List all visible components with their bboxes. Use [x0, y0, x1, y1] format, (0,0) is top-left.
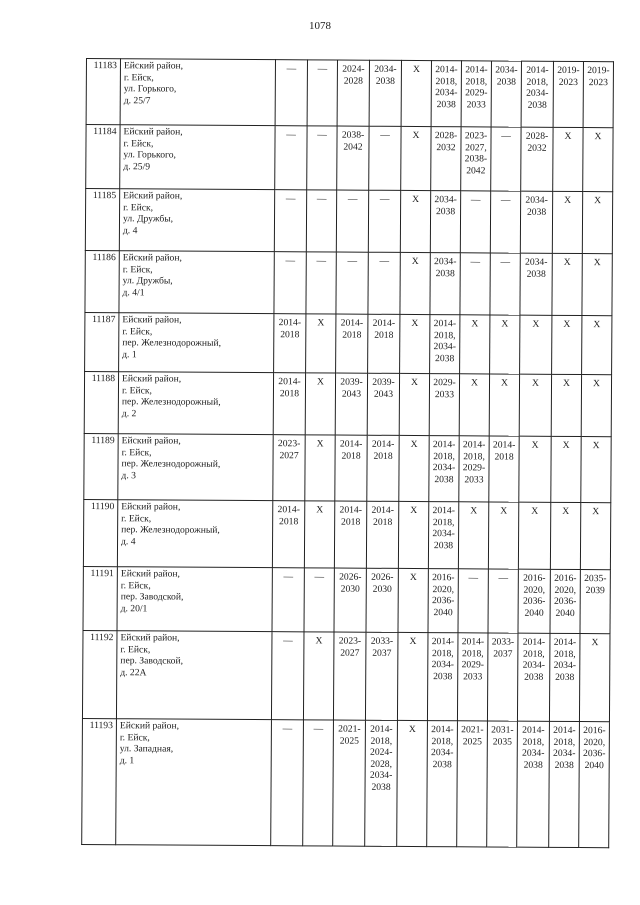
- schedule-cell: —: [307, 60, 337, 126]
- schedule-cell: X: [579, 634, 610, 722]
- schedule-cell: 2014- 2018: [272, 501, 304, 568]
- schedule-cell: X: [398, 501, 428, 568]
- table-row: [84, 433, 611, 502]
- row-number-cell: 11186: [85, 250, 119, 312]
- schedule-cell: 2035- 2039: [580, 570, 610, 634]
- schedule-cell: 2034- 2038: [430, 191, 460, 253]
- schedule-cell: X: [400, 314, 430, 373]
- schedule-cell: X: [552, 253, 582, 315]
- schedule-cell: 2014- 2018, 2034- 2038: [427, 721, 458, 847]
- schedule-cell: —: [274, 252, 306, 314]
- table-row: [82, 630, 610, 721]
- schedule-cell: —: [368, 190, 400, 252]
- schedule-cell: 2014- 2018, 2029- 2033: [461, 61, 491, 127]
- address-cell: Ейский район, г. Ейск, пер. Железнодорожный, д. 4: [117, 500, 272, 568]
- address-cell: Ейский район, г. Ейск, пер. Железнодорожный, д. 3: [118, 434, 273, 501]
- schedule-cell: 2014- 2018, 2029- 2033: [459, 436, 489, 502]
- row-number-cell: 11188: [84, 371, 118, 433]
- row-number-cell: 11189: [84, 433, 118, 499]
- schedule-cell: —: [460, 191, 490, 253]
- table-row: [84, 371, 611, 436]
- schedule-cell: 2034- 2038: [491, 61, 521, 127]
- schedule-cell: 2021- 2025: [333, 720, 366, 846]
- schedule-cell: 2014- 2018: [489, 436, 519, 502]
- schedule-cell: X: [397, 720, 428, 846]
- schedule-cell: X: [581, 375, 611, 437]
- schedule-cell: 2034- 2038: [520, 253, 552, 315]
- row-number-cell: 11193: [82, 718, 117, 844]
- schedule-cell: 2034- 2038: [430, 253, 460, 315]
- schedule-cell: X: [519, 436, 551, 502]
- schedule-cell: —: [304, 568, 334, 632]
- schedule-cell: 2014- 2018: [336, 314, 368, 373]
- schedule-cell: 2023- 2027, 2038- 2042: [461, 127, 491, 191]
- schedule-cell: 2014- 2018: [274, 314, 306, 373]
- schedule-cell: 2014- 2018: [334, 501, 366, 568]
- schedule-cell: —: [306, 190, 336, 252]
- schedule-cell: 2014- 2018, 2034- 2038: [517, 721, 550, 847]
- schedule-cell: X: [553, 127, 583, 191]
- table-row: [85, 250, 612, 315]
- row-number-cell: 11184: [86, 125, 120, 189]
- schedule-cell: X: [401, 60, 431, 126]
- schedule-cell: 2039- 2043: [335, 373, 367, 435]
- schedule-cell: 2026- 2030: [366, 568, 398, 632]
- schedule-cell: X: [400, 190, 430, 252]
- schedule-cell: X: [582, 254, 612, 316]
- schedule-cell: 2014- 2018: [273, 373, 305, 435]
- schedule-cell: 2014- 2018, 2034- 2038: [517, 633, 550, 721]
- row-number-cell: 11185: [85, 189, 119, 251]
- schedule-cell: 2038- 2042: [337, 126, 369, 190]
- row-number-cell: 11190: [83, 499, 117, 566]
- address-cell: Ейский район, г. Ейск, ул. Дружбы, д. 4: [119, 189, 274, 252]
- schedule-cell: 2014- 2018, 2024- 2028, 2034- 2038: [365, 720, 398, 846]
- address-cell: Ейский район, г. Ейск, пер. Заводской, д. 20/1: [117, 567, 272, 632]
- schedule-cell: 2014- 2018, 2034- 2038: [430, 315, 460, 374]
- schedule-cell: X: [303, 632, 334, 720]
- address-cell: Ейский район, г. Ейск, ул. Горького, д. 25/7: [120, 59, 275, 126]
- address-cell: Ейский район, г. Ейск, пер. Железнодорожный, д. 2: [118, 372, 273, 435]
- table-row: [85, 189, 612, 254]
- schedule-cell: 2016- 2020, 2036- 2040: [550, 569, 580, 633]
- row-number-cell: 11183: [86, 59, 120, 125]
- schedule-cell: 2033- 2037: [365, 632, 398, 720]
- schedule-cell: —: [275, 126, 307, 190]
- schedule-cell: 2014- 2018, 2034- 2038: [427, 633, 458, 721]
- schedule-cell: 2014- 2018: [368, 314, 400, 373]
- schedule-cell: 2023- 2027: [273, 435, 305, 501]
- schedule-cell: —: [458, 569, 488, 633]
- address-cell: Ейский район, г. Ейск, ул. Горького, д. 25/9: [120, 125, 275, 190]
- address-cell: Ейский район, г. Ейск, ул. Дружбы, д. 4/1: [119, 251, 274, 314]
- schedule-cell: 2014- 2018: [366, 501, 398, 568]
- schedule-cell: X: [580, 503, 610, 570]
- schedule-cell: X: [304, 501, 334, 568]
- address-cell: Ейский район, г. Ейск, пер. Заводской, д. 22А: [116, 631, 272, 720]
- schedule-cell: X: [306, 314, 336, 373]
- schedule-cell: 2033- 2037: [487, 633, 518, 721]
- schedule-cell: 2031- 2035: [487, 721, 518, 847]
- table-row: [83, 566, 610, 633]
- schedule-cell: 2021- 2025: [457, 721, 488, 847]
- schedule-cell: —: [272, 568, 304, 632]
- schedule-cell: 2024- 2028: [337, 60, 369, 126]
- schedule-cell: —: [369, 126, 401, 190]
- table-row: [86, 125, 613, 192]
- schedule-cell: X: [520, 315, 552, 374]
- schedule-cell: X: [305, 435, 335, 501]
- schedule-cell: X: [398, 568, 428, 632]
- schedule-cell: 2016- 2020, 2036- 2040: [579, 722, 610, 848]
- schedule-cell: X: [489, 374, 519, 436]
- schedule-cell: X: [518, 502, 550, 569]
- schedule-cell: 2014- 2018, 2029- 2033: [457, 633, 488, 721]
- schedule-cell: X: [582, 316, 612, 375]
- schedule-cell: X: [397, 632, 428, 720]
- schedule-cell: 2014- 2018: [367, 435, 399, 501]
- schedule-cell: —: [490, 191, 520, 253]
- schedule-cell: X: [458, 502, 488, 569]
- schedule-cell: 2014- 2018, 2034- 2038: [431, 61, 461, 127]
- schedule-cell: X: [552, 191, 582, 253]
- schedule-cell: 2014- 2018, 2034- 2038: [549, 721, 580, 847]
- schedule-cell: X: [401, 126, 431, 190]
- schedule-cell: 2019- 2023: [553, 61, 583, 127]
- schedule-cell: —: [368, 252, 400, 314]
- schedule-cell: —: [490, 253, 520, 315]
- schedule-cell: X: [305, 373, 335, 435]
- schedule-cell: —: [307, 126, 337, 190]
- page-number: 1078: [309, 20, 331, 32]
- schedule-cell: X: [399, 373, 429, 435]
- schedule-cell: X: [552, 315, 582, 374]
- schedule-cell: 2014- 2018, 2034- 2038: [428, 502, 458, 569]
- schedule-cell: 2014- 2018: [335, 435, 367, 501]
- schedule-cell: —: [274, 190, 306, 252]
- schedule-cell: X: [400, 252, 430, 314]
- schedule-cell: —: [488, 569, 518, 633]
- schedule-cell: —: [336, 190, 368, 252]
- schedule-cell: —: [275, 60, 307, 126]
- row-number-cell: 11191: [83, 566, 117, 630]
- table-row: [85, 312, 612, 374]
- schedule-cell: 2019- 2023: [583, 62, 613, 128]
- schedule-cell: 2014- 2018, 2034- 2038: [429, 436, 459, 502]
- schedule-cell: X: [582, 192, 612, 254]
- schedule-cell: X: [550, 502, 580, 569]
- schedule-cell: X: [551, 374, 581, 436]
- schedule-cell: 2026- 2030: [334, 568, 366, 632]
- schedule-cell: X: [488, 502, 518, 569]
- schedule-cell: 2016- 2020, 2036- 2040: [518, 569, 550, 633]
- housing-repair-schedule-table: [81, 58, 614, 848]
- schedule-cell: X: [399, 435, 429, 501]
- schedule-cell: —: [271, 720, 304, 846]
- row-number-cell: 11187: [85, 312, 119, 371]
- schedule-cell: —: [271, 632, 304, 720]
- schedule-cell: X: [551, 436, 581, 502]
- schedule-cell: 2028- 2032: [521, 127, 553, 191]
- table-row: [83, 499, 610, 569]
- schedule-cell: X: [519, 374, 551, 436]
- table-row: [82, 718, 610, 847]
- schedule-cell: —: [491, 127, 521, 191]
- schedule-cell: 2039- 2043: [367, 373, 399, 435]
- schedule-cell: X: [459, 374, 489, 436]
- schedule-cell: —: [303, 720, 334, 846]
- schedule-cell: X: [490, 315, 520, 374]
- schedule-cell: —: [460, 253, 490, 315]
- schedule-cell: 2014- 2018, 2034- 2038: [521, 61, 553, 127]
- schedule-cell: 2016- 2020, 2036- 2040: [428, 569, 458, 633]
- row-number-cell: 11192: [82, 630, 117, 718]
- schedule-cell: X: [460, 315, 490, 374]
- schedule-cell: 2034- 2038: [369, 60, 401, 126]
- schedule-cell: 2028- 2032: [431, 127, 461, 191]
- table-row: [86, 59, 613, 128]
- schedule-cell: 2029- 2033: [429, 374, 459, 436]
- schedule-cell: 2034- 2038: [520, 191, 552, 253]
- schedule-cell: —: [306, 252, 336, 314]
- address-cell: Ейский район, г. Ейск, пер. Железнодорожный, д. 1: [119, 313, 274, 373]
- schedule-cell: —: [336, 252, 368, 314]
- schedule-cell: X: [583, 128, 613, 192]
- schedule-cell: X: [581, 437, 611, 503]
- address-cell: Ейский район, г. Ейск, ул. Западная, д. 1: [116, 719, 272, 846]
- schedule-cell: 2023- 2027: [333, 632, 366, 720]
- schedule-cell: 2014- 2018, 2034- 2038: [549, 633, 580, 721]
